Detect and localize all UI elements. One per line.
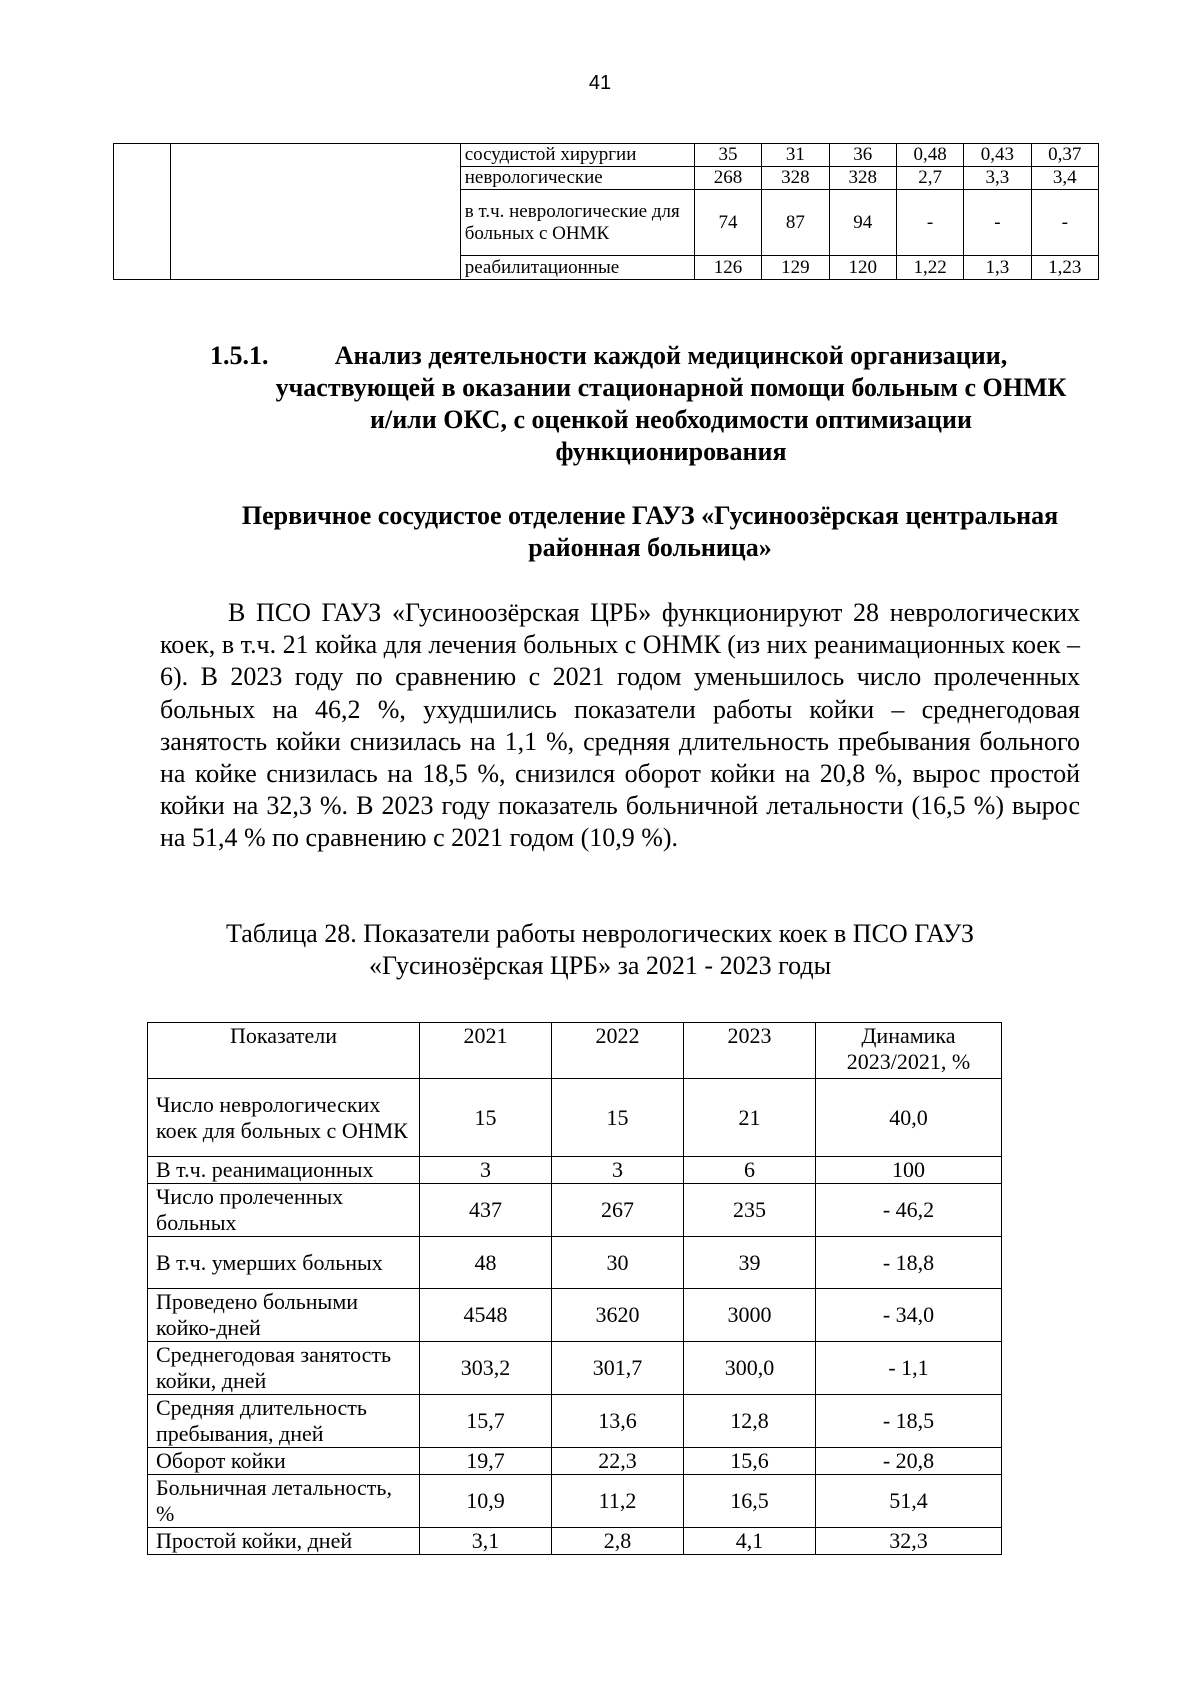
- row-label: реабилитационные: [460, 256, 694, 280]
- cell-value: 1,23: [1031, 256, 1098, 280]
- table-row: [148, 1342, 1002, 1395]
- table-row: [114, 144, 1099, 167]
- cell-value: - 20,8: [816, 1448, 1002, 1475]
- cell-value: 32,3: [816, 1528, 1002, 1555]
- table-header-row: [148, 1023, 1002, 1079]
- cell-value: 1,22: [896, 256, 963, 280]
- row-label: Среднегодовая занятость койки, дней: [148, 1342, 420, 1395]
- row-label: сосудистой хирургии: [460, 144, 694, 167]
- row-label: В т.ч. умерших больных: [148, 1237, 420, 1289]
- cell-value: 303,2: [420, 1342, 552, 1395]
- page-number: 41: [588, 72, 612, 94]
- cell-value: 3000: [684, 1289, 816, 1342]
- cell-value: -: [1031, 190, 1098, 256]
- table-row: [148, 1528, 1002, 1555]
- cell-value: 74: [694, 190, 761, 256]
- table-row: [148, 1289, 1002, 1342]
- cell-value: 13,6: [552, 1395, 684, 1448]
- neuro-beds-table: [147, 1022, 1002, 1555]
- cell-value: 6: [684, 1157, 816, 1184]
- cell-value: 40,0: [816, 1079, 1002, 1157]
- row-label: В т.ч. реанимационных: [148, 1157, 420, 1184]
- table-row: [148, 1395, 1002, 1448]
- row-label: Простой койки, дней: [148, 1528, 420, 1555]
- cell-value: 2,8: [552, 1528, 684, 1555]
- table-caption-line-2: «Гусинозёрская ЦРБ» за 2021 - 2023 годы: [368, 951, 832, 980]
- cell-value: 87: [762, 190, 829, 256]
- row-label: Средняя длительность пребывания, дней: [148, 1395, 420, 1448]
- cell-value: - 18,5: [816, 1395, 1002, 1448]
- empty-col-1: [114, 144, 171, 280]
- empty-col-2: [171, 144, 460, 280]
- cell-value: -: [896, 190, 963, 256]
- cell-value: 0,43: [964, 144, 1031, 167]
- cell-value: -: [964, 190, 1031, 256]
- row-label: Оборот койки: [148, 1448, 420, 1475]
- cell-value: 3,1: [420, 1528, 552, 1555]
- cell-value: 235: [684, 1184, 816, 1237]
- cell-value: 12,8: [684, 1395, 816, 1448]
- cell-value: 11,2: [552, 1475, 684, 1528]
- cell-value: 1,3: [964, 256, 1031, 280]
- cell-value: 4,1: [684, 1528, 816, 1555]
- department-heading: Первичное сосудистое отделение ГАУЗ «Гусиноозёрская центральная районная больница»: [241, 501, 1059, 562]
- cell-value: 36: [829, 144, 896, 167]
- cell-value: 437: [420, 1184, 552, 1237]
- cell-value: 31: [762, 144, 829, 167]
- cell-value: 15: [552, 1079, 684, 1157]
- header-indicators: Показатели: [148, 1023, 420, 1079]
- cell-value: 35: [694, 144, 761, 167]
- cell-value: 126: [694, 256, 761, 280]
- body-paragraph: В ПСО ГАУЗ «Гусиноозёрская ЦРБ» функционируют 28 неврологических коек, в т.ч. 21 койка для лечения больных с ОНМК (из них реанимационных коек – 6). В 2023 году по сравнению с 2021 годом уменьшилось число пролеченных больных на 46,2 %, ухудшились показатели работы койки – среднегодовая занятость койки снизилась на 1,1 %, средняя длительность пребывания больного на койке снизилась на 18,5 %, снизился оборот койки на 20,8 %, вырос простой койки на 32,3 %. В 2023 году показатель больничной летальности (16,5 %) вырос на 51,4 % по сравнению с 2021 годом (10,9 %).: [160, 598, 1080, 853]
- cell-value: - 18,8: [816, 1237, 1002, 1289]
- table-row: [148, 1079, 1002, 1157]
- cell-value: 3,4: [1031, 167, 1098, 190]
- cell-value: 267: [552, 1184, 684, 1237]
- cell-value: 10,9: [420, 1475, 552, 1528]
- cell-value: 129: [762, 256, 829, 280]
- cell-value: 0,48: [896, 144, 963, 167]
- cell-value: 328: [762, 167, 829, 190]
- cell-value: 19,7: [420, 1448, 552, 1475]
- cell-value: 21: [684, 1079, 816, 1157]
- cell-value: 22,3: [552, 1448, 684, 1475]
- cell-value: 301,7: [552, 1342, 684, 1395]
- cell-value: 48: [420, 1237, 552, 1289]
- header-2022: 2022: [552, 1023, 684, 1079]
- row-label: Проведено больными койко-дней: [148, 1289, 420, 1342]
- cell-value: 3620: [552, 1289, 684, 1342]
- header-dynamics: Динамика 2023/2021, %: [816, 1023, 1002, 1079]
- row-label: в т.ч. неврологические для больных с ОНМК: [460, 190, 694, 256]
- cell-value: 4548: [420, 1289, 552, 1342]
- cell-value: 3: [420, 1157, 552, 1184]
- cell-value: 2,7: [896, 167, 963, 190]
- cell-value: 120: [829, 256, 896, 280]
- cell-value: 0,37: [1031, 144, 1098, 167]
- cell-value: - 1,1: [816, 1342, 1002, 1395]
- cell-value: 3: [552, 1157, 684, 1184]
- table-caption: [150, 918, 1050, 982]
- table-row: [148, 1184, 1002, 1237]
- row-label: Число неврологических коек для больных с ОНМК: [148, 1079, 420, 1157]
- row-label: Больничная летальность, %: [148, 1475, 420, 1528]
- cell-value: 51,4: [816, 1475, 1002, 1528]
- cell-value: - 46,2: [816, 1184, 1002, 1237]
- continued-beds-table: [113, 143, 1099, 280]
- cell-value: 30: [552, 1237, 684, 1289]
- table-caption-line-1: Таблица 28. Показатели работы неврологических коек в ПСО ГАУЗ: [226, 919, 974, 948]
- section-title: Анализ деятельности каждой медицинской организации, участвующей в оказании стационарной помощи больным с ОНМК и/или ОКС, с оценкой необходимости оптимизации функционирования: [275, 341, 1067, 466]
- table-row: [148, 1157, 1002, 1184]
- cell-value: - 34,0: [816, 1289, 1002, 1342]
- row-label: неврологические: [460, 167, 694, 190]
- cell-value: 100: [816, 1157, 1002, 1184]
- section-heading: [210, 340, 1070, 468]
- cell-value: 300,0: [684, 1342, 816, 1395]
- row-label: Число пролеченных больных: [148, 1184, 420, 1237]
- cell-value: 94: [829, 190, 896, 256]
- cell-value: 328: [829, 167, 896, 190]
- header-2023: 2023: [684, 1023, 816, 1079]
- cell-value: 3,3: [964, 167, 1031, 190]
- table-row: [148, 1475, 1002, 1528]
- cell-value: 15: [420, 1079, 552, 1157]
- section-number: 1.5.1.: [210, 341, 269, 370]
- cell-value: 15,6: [684, 1448, 816, 1475]
- cell-value: 39: [684, 1237, 816, 1289]
- header-2021: 2021: [420, 1023, 552, 1079]
- cell-value: 268: [694, 167, 761, 190]
- table-row: [148, 1237, 1002, 1289]
- cell-value: 15,7: [420, 1395, 552, 1448]
- cell-value: 16,5: [684, 1475, 816, 1528]
- table-row: [148, 1448, 1002, 1475]
